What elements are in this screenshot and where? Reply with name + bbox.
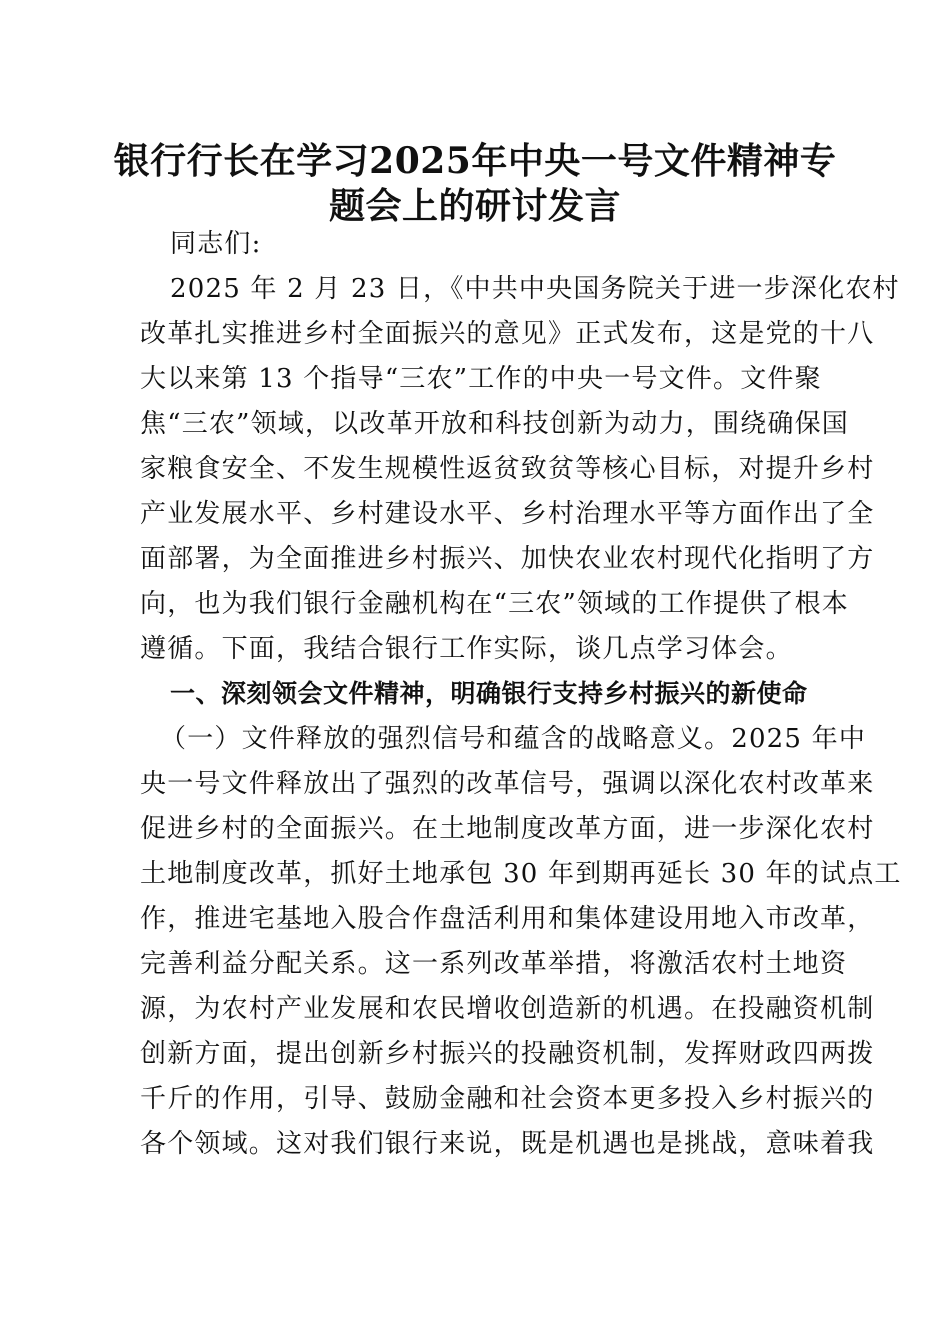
paragraph-1-line: 大以来第 13 个指导“三农”工作的中央一号文件。文件聚 [140,364,822,394]
paragraph-1-line: 2025 年 2 月 23 日，《中共中央国务院关于进一步深化农村 [170,274,900,304]
paragraph-2-line: （一）文件释放的强烈信号和蕴含的战略意义。2025 年中 [160,724,867,754]
paragraph-1-line: 家粮食安全、不发生规模性返贫致贫等核心目标，对提升乡村 [140,454,875,484]
paragraph-2-line: 各个领域。这对我们银行来说，既是机遇也是挑战，意味着我 [140,1129,875,1159]
salutation: 同志们: [170,229,262,259]
section-1-heading: 一、深刻领会文件精神，明确银行支持乡村振兴的新使命 [170,679,808,708]
paragraph-2-line: 土地制度改革，抓好土地承包 30 年到期再延长 30 年的试点工 [140,859,902,889]
paragraph-1-line: 向，也为我们银行金融机构在“三农”领域的工作提供了根本 [140,589,849,619]
document-title-line-1: 银行行长在学习2025年中央一号文件精神专 [113,140,837,182]
paragraph-1-line: 产业发展水平、乡村建设水平、乡村治理水平等方面作出了全 [140,499,875,529]
paragraph-2-line: 央一号文件释放出了强烈的改革信号，强调以深化农村改革来 [140,769,875,799]
paragraph-1-line: 遵循。下面，我结合银行工作实际，谈几点学习体会。 [140,634,793,664]
document-title-line-2: 题会上的研讨发言 [328,185,621,227]
paragraph-2-line: 创新方面，提出创新乡村振兴的投融资机制，发挥财政四两拨 [140,1039,875,1069]
paragraph-1-line: 面部署，为全面推进乡村振兴、加快农业农村现代化指明了方 [140,544,875,574]
paragraph-2-line: 源，为农村产业发展和农民增收创造新的机遇。在投融资机制 [140,994,875,1024]
paragraph-1-line: 改革扎实推进乡村全面振兴的意见》正式发布，这是党的十八 [140,319,875,349]
paragraph-2-line: 作，推进宅基地入股合作盘活利用和集体建设用地入市改革， [140,904,875,934]
paragraph-2-line: 千斤的作用，引导、鼓励金融和社会资本更多投入乡村振兴的 [140,1084,875,1114]
paragraph-1-line: 焦“三农”领域，以改革开放和科技创新为动力，围绕确保国 [140,409,849,439]
paragraph-2-line: 完善利益分配关系。这一系列改革举措，将激活农村土地资 [140,949,848,979]
paragraph-2-line: 促进乡村的全面振兴。在土地制度改革方面，进一步深化农村 [140,814,875,844]
